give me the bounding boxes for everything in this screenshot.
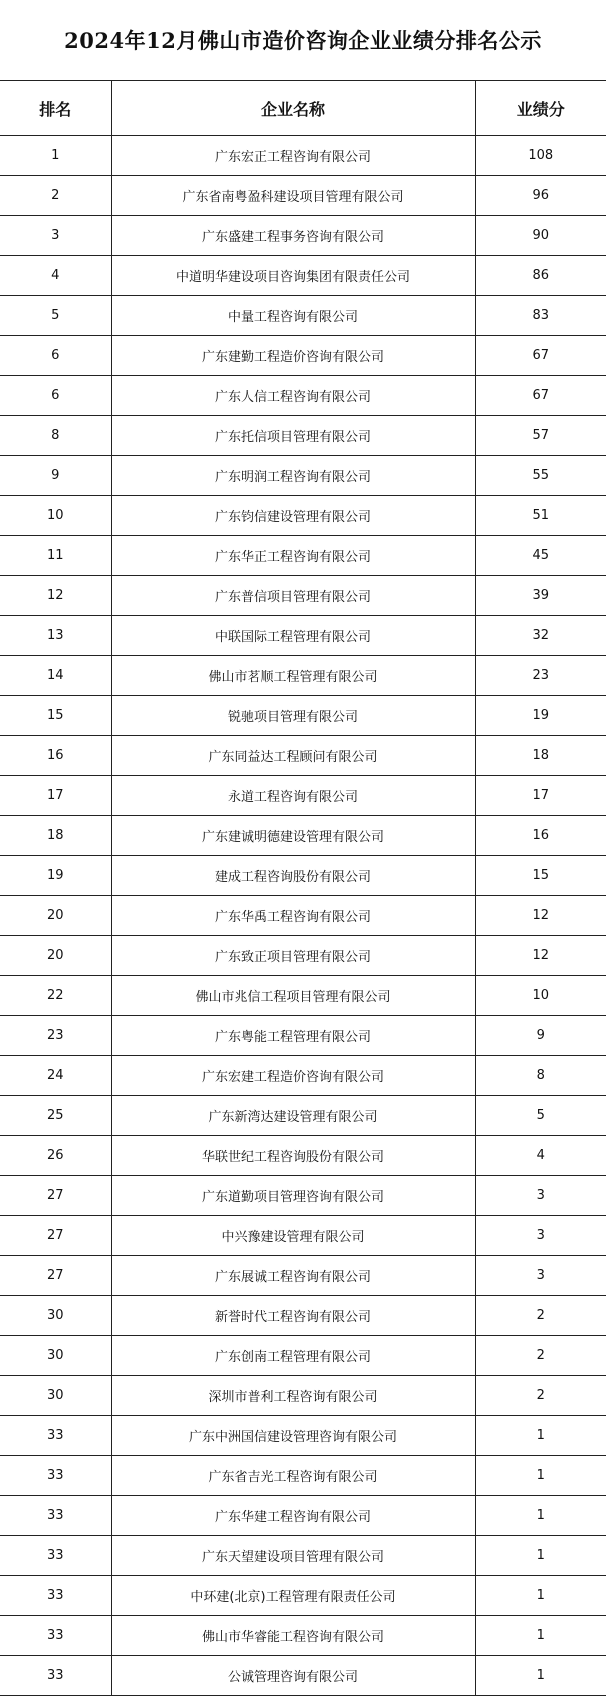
table-row bbox=[0, 376, 606, 416]
score-cell: 1 bbox=[475, 1416, 606, 1456]
table-row bbox=[0, 496, 606, 536]
score-cell: 67 bbox=[475, 376, 606, 416]
company-cell: 广东创南工程管理有限公司 bbox=[111, 1336, 475, 1376]
table-row bbox=[0, 416, 606, 456]
rank-cell: 25 bbox=[0, 1096, 111, 1136]
header-score: 业绩分 bbox=[475, 81, 606, 136]
table-row bbox=[0, 1376, 606, 1416]
score-cell: 10 bbox=[475, 976, 606, 1016]
company-cell: 建成工程咨询股份有限公司 bbox=[111, 856, 475, 896]
rank-cell: 10 bbox=[0, 496, 111, 536]
table-row bbox=[0, 736, 606, 776]
table-row bbox=[0, 656, 606, 696]
table-row bbox=[0, 1656, 606, 1696]
score-cell: 39 bbox=[475, 576, 606, 616]
score-cell: 12 bbox=[475, 936, 606, 976]
company-cell: 广东华禹工程咨询有限公司 bbox=[111, 896, 475, 936]
table-row bbox=[0, 176, 606, 216]
company-cell: 广东致正项目管理有限公司 bbox=[111, 936, 475, 976]
rank-cell: 26 bbox=[0, 1136, 111, 1176]
score-cell: 1 bbox=[475, 1456, 606, 1496]
score-cell: 3 bbox=[475, 1256, 606, 1296]
score-cell: 67 bbox=[475, 336, 606, 376]
header-rank: 排名 bbox=[0, 81, 111, 136]
company-cell: 中环建(北京)工程管理有限责任公司 bbox=[111, 1576, 475, 1616]
table-row bbox=[0, 1216, 606, 1256]
rank-cell: 33 bbox=[0, 1496, 111, 1536]
company-cell: 广东省吉光工程咨询有限公司 bbox=[111, 1456, 475, 1496]
score-cell: 19 bbox=[475, 696, 606, 736]
company-cell: 广东道勤项目管理咨询有限公司 bbox=[111, 1176, 475, 1216]
score-cell: 57 bbox=[475, 416, 606, 456]
rank-cell: 5 bbox=[0, 296, 111, 336]
table-row bbox=[0, 136, 606, 176]
table-row bbox=[0, 776, 606, 816]
score-cell: 86 bbox=[475, 256, 606, 296]
company-cell: 华联世纪工程咨询股份有限公司 bbox=[111, 1136, 475, 1176]
table-row bbox=[0, 936, 606, 976]
table-row bbox=[0, 256, 606, 296]
rank-cell: 16 bbox=[0, 736, 111, 776]
rank-cell: 3 bbox=[0, 216, 111, 256]
rank-cell: 20 bbox=[0, 896, 111, 936]
rank-cell: 27 bbox=[0, 1216, 111, 1256]
score-cell: 1 bbox=[475, 1616, 606, 1656]
company-cell: 新誉时代工程咨询有限公司 bbox=[111, 1296, 475, 1336]
company-cell: 广东普信项目管理有限公司 bbox=[111, 576, 475, 616]
table-row bbox=[0, 1096, 606, 1136]
table-row bbox=[0, 1056, 606, 1096]
table-row bbox=[0, 896, 606, 936]
table-row bbox=[0, 1176, 606, 1216]
company-cell: 永道工程咨询有限公司 bbox=[111, 776, 475, 816]
score-cell: 4 bbox=[475, 1136, 606, 1176]
company-cell: 广东建勤工程造价咨询有限公司 bbox=[111, 336, 475, 376]
company-cell: 广东托信项目管理有限公司 bbox=[111, 416, 475, 456]
company-cell: 中量工程咨询有限公司 bbox=[111, 296, 475, 336]
rank-cell: 20 bbox=[0, 936, 111, 976]
company-cell: 广东中洲国信建设管理咨询有限公司 bbox=[111, 1416, 475, 1456]
table-row bbox=[0, 576, 606, 616]
rank-cell: 19 bbox=[0, 856, 111, 896]
company-cell: 佛山市茗顺工程管理有限公司 bbox=[111, 656, 475, 696]
rank-cell: 33 bbox=[0, 1656, 111, 1696]
rank-cell: 11 bbox=[0, 536, 111, 576]
rank-cell: 24 bbox=[0, 1056, 111, 1096]
rank-cell: 33 bbox=[0, 1616, 111, 1656]
table-header-row bbox=[0, 81, 606, 136]
score-cell: 2 bbox=[475, 1296, 606, 1336]
table-row bbox=[0, 1296, 606, 1336]
table-row bbox=[0, 216, 606, 256]
company-cell: 广东建诚明德建设管理有限公司 bbox=[111, 816, 475, 856]
rank-cell: 6 bbox=[0, 376, 111, 416]
rank-cell: 23 bbox=[0, 1016, 111, 1056]
table-row bbox=[0, 1016, 606, 1056]
rank-cell: 18 bbox=[0, 816, 111, 856]
score-cell: 18 bbox=[475, 736, 606, 776]
score-cell: 55 bbox=[475, 456, 606, 496]
company-cell: 锐驰项目管理有限公司 bbox=[111, 696, 475, 736]
company-cell: 佛山市兆信工程项目管理有限公司 bbox=[111, 976, 475, 1016]
ranking-table bbox=[0, 80, 606, 1696]
rank-cell: 30 bbox=[0, 1376, 111, 1416]
rank-cell: 22 bbox=[0, 976, 111, 1016]
rank-cell: 14 bbox=[0, 656, 111, 696]
company-cell: 广东同益达工程顾问有限公司 bbox=[111, 736, 475, 776]
company-cell: 中联国际工程管理有限公司 bbox=[111, 616, 475, 656]
rank-cell: 9 bbox=[0, 456, 111, 496]
score-cell: 8 bbox=[475, 1056, 606, 1096]
rank-cell: 27 bbox=[0, 1176, 111, 1216]
rank-cell: 33 bbox=[0, 1456, 111, 1496]
rank-cell: 30 bbox=[0, 1296, 111, 1336]
score-cell: 51 bbox=[475, 496, 606, 536]
company-cell: 广东人信工程咨询有限公司 bbox=[111, 376, 475, 416]
rank-cell: 30 bbox=[0, 1336, 111, 1376]
company-cell: 佛山市华睿能工程咨询有限公司 bbox=[111, 1616, 475, 1656]
score-cell: 3 bbox=[475, 1216, 606, 1256]
table-row bbox=[0, 1496, 606, 1536]
company-cell: 广东钧信建设管理有限公司 bbox=[111, 496, 475, 536]
table-row bbox=[0, 1256, 606, 1296]
company-cell: 广东盛建工程事务咨询有限公司 bbox=[111, 216, 475, 256]
table-row bbox=[0, 1336, 606, 1376]
score-cell: 1 bbox=[475, 1496, 606, 1536]
header-company: 企业名称 bbox=[111, 81, 475, 136]
company-cell: 广东展诚工程咨询有限公司 bbox=[111, 1256, 475, 1296]
table-row bbox=[0, 1416, 606, 1456]
score-cell: 12 bbox=[475, 896, 606, 936]
company-cell: 广东明润工程咨询有限公司 bbox=[111, 456, 475, 496]
table-row bbox=[0, 616, 606, 656]
rank-cell: 6 bbox=[0, 336, 111, 376]
table-row bbox=[0, 856, 606, 896]
score-cell: 9 bbox=[475, 1016, 606, 1056]
company-cell: 中道明华建设项目咨询集团有限责任公司 bbox=[111, 256, 475, 296]
score-cell: 16 bbox=[475, 816, 606, 856]
company-cell: 公诚管理咨询有限公司 bbox=[111, 1656, 475, 1696]
company-cell: 广东华正工程咨询有限公司 bbox=[111, 536, 475, 576]
table-row bbox=[0, 1456, 606, 1496]
score-cell: 90 bbox=[475, 216, 606, 256]
table-body bbox=[0, 136, 606, 1696]
table-row bbox=[0, 816, 606, 856]
rank-cell: 13 bbox=[0, 616, 111, 656]
score-cell: 5 bbox=[475, 1096, 606, 1136]
table-row bbox=[0, 296, 606, 336]
score-cell: 2 bbox=[475, 1376, 606, 1416]
score-cell: 1 bbox=[475, 1576, 606, 1616]
company-cell: 广东省南粤盈科建设项目管理有限公司 bbox=[111, 176, 475, 216]
rank-cell: 2 bbox=[0, 176, 111, 216]
rank-cell: 27 bbox=[0, 1256, 111, 1296]
table-row bbox=[0, 1576, 606, 1616]
company-cell: 广东天望建设项目管理有限公司 bbox=[111, 1536, 475, 1576]
rank-cell: 15 bbox=[0, 696, 111, 736]
rank-cell: 33 bbox=[0, 1536, 111, 1576]
company-cell: 广东华建工程咨询有限公司 bbox=[111, 1496, 475, 1536]
table-row bbox=[0, 456, 606, 496]
table-row bbox=[0, 536, 606, 576]
rank-cell: 12 bbox=[0, 576, 111, 616]
table-row bbox=[0, 336, 606, 376]
table-row bbox=[0, 1536, 606, 1576]
score-cell: 96 bbox=[475, 176, 606, 216]
company-cell: 广东粤能工程管理有限公司 bbox=[111, 1016, 475, 1056]
company-cell: 中兴豫建设管理有限公司 bbox=[111, 1216, 475, 1256]
score-cell: 15 bbox=[475, 856, 606, 896]
score-cell: 1 bbox=[475, 1536, 606, 1576]
score-cell: 83 bbox=[475, 296, 606, 336]
rank-cell: 17 bbox=[0, 776, 111, 816]
rank-cell: 1 bbox=[0, 136, 111, 176]
company-cell: 广东宏建工程造价咨询有限公司 bbox=[111, 1056, 475, 1096]
score-cell: 45 bbox=[475, 536, 606, 576]
rank-cell: 33 bbox=[0, 1576, 111, 1616]
company-cell: 广东宏正工程咨询有限公司 bbox=[111, 136, 475, 176]
table-row bbox=[0, 1136, 606, 1176]
score-cell: 23 bbox=[475, 656, 606, 696]
score-cell: 2 bbox=[475, 1336, 606, 1376]
company-cell: 深圳市普利工程咨询有限公司 bbox=[111, 1376, 475, 1416]
score-cell: 1 bbox=[475, 1656, 606, 1696]
table-row bbox=[0, 696, 606, 736]
score-cell: 3 bbox=[475, 1176, 606, 1216]
company-cell: 广东新湾达建设管理有限公司 bbox=[111, 1096, 475, 1136]
page-title: 2024年12月佛山市造价咨询企业业绩分排名公示 bbox=[64, 28, 542, 53]
score-cell: 108 bbox=[475, 136, 606, 176]
table-row bbox=[0, 976, 606, 1016]
rank-cell: 33 bbox=[0, 1416, 111, 1456]
score-cell: 17 bbox=[475, 776, 606, 816]
rank-cell: 8 bbox=[0, 416, 111, 456]
rank-cell: 4 bbox=[0, 256, 111, 296]
table-row bbox=[0, 1616, 606, 1656]
score-cell: 32 bbox=[475, 616, 606, 656]
